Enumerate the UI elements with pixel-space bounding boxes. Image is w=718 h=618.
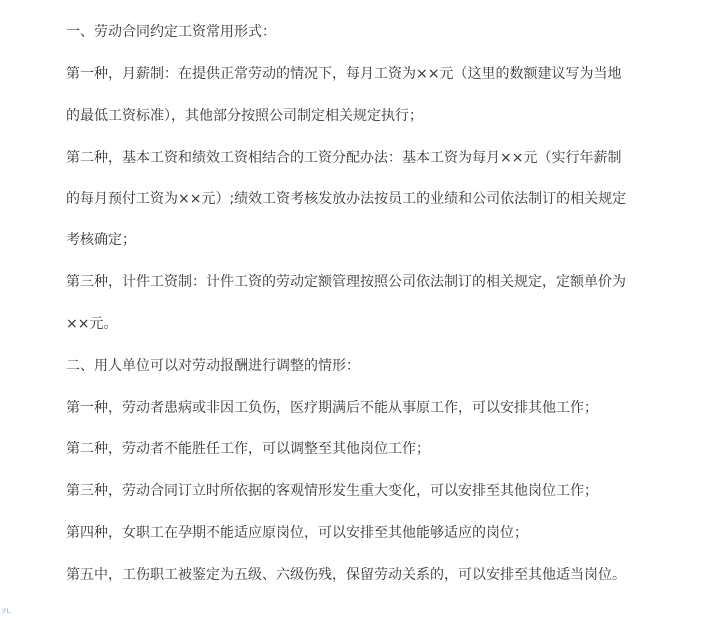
paragraph-line: 考核确定； (66, 232, 136, 248)
paragraph-line: 第五中，工伤职工被鉴定为五级、六级伤残，保留劳动关系的，可以安排至其他适当岗位。 (66, 567, 626, 583)
paragraph-line: ××元。 (66, 316, 118, 332)
paragraph-line: 的每月预付工资为××元）;绩效工资考核发放办法按员工的业绩和公司依法制订的相关规定 (66, 191, 627, 207)
section-heading-2: 二、用人单位可以对劳动报酬进行调整的情形： (66, 358, 360, 374)
paragraph-line: 第一种，月薪制：在提供正常劳动的情况下，每月工资为××元（这里的数额建议写为当地 (66, 66, 622, 82)
paragraph-line: 第二种，劳动者不能胜任工作，可以调整至其他岗位工作； (66, 441, 430, 457)
paragraph-line: 第一种，劳动者患病或非因工负伤，医疗期满后不能从事原工作，可以安排其他工作； (66, 400, 598, 416)
paragraph-line: 第三种，劳动合同订立时所依据的客观情形发生重大变化，可以安排至其他岗位工作； (66, 483, 598, 499)
paragraph-line: 第四种，女职工在孕期不能适应原岗位，可以安排至其他能够适应的岗位； (66, 525, 528, 541)
paragraph-line: 第二种，基本工资和绩效工资相结合的工资分配办法：基本工资为每月××元（实行年薪制 (66, 150, 622, 166)
paragraph-line: 的最低工资标准），其他部分按照公司制定相关规定执行； (66, 108, 423, 124)
paragraph-line: 第三种，计件工资制：计件工资的劳动定额管理按照公司依法制订的相关规定，定额单价为 (66, 274, 626, 290)
section-heading-1: 一、劳动合同约定工资常用形式： (66, 24, 276, 40)
corner-watermark: ℱL (2, 608, 11, 615)
